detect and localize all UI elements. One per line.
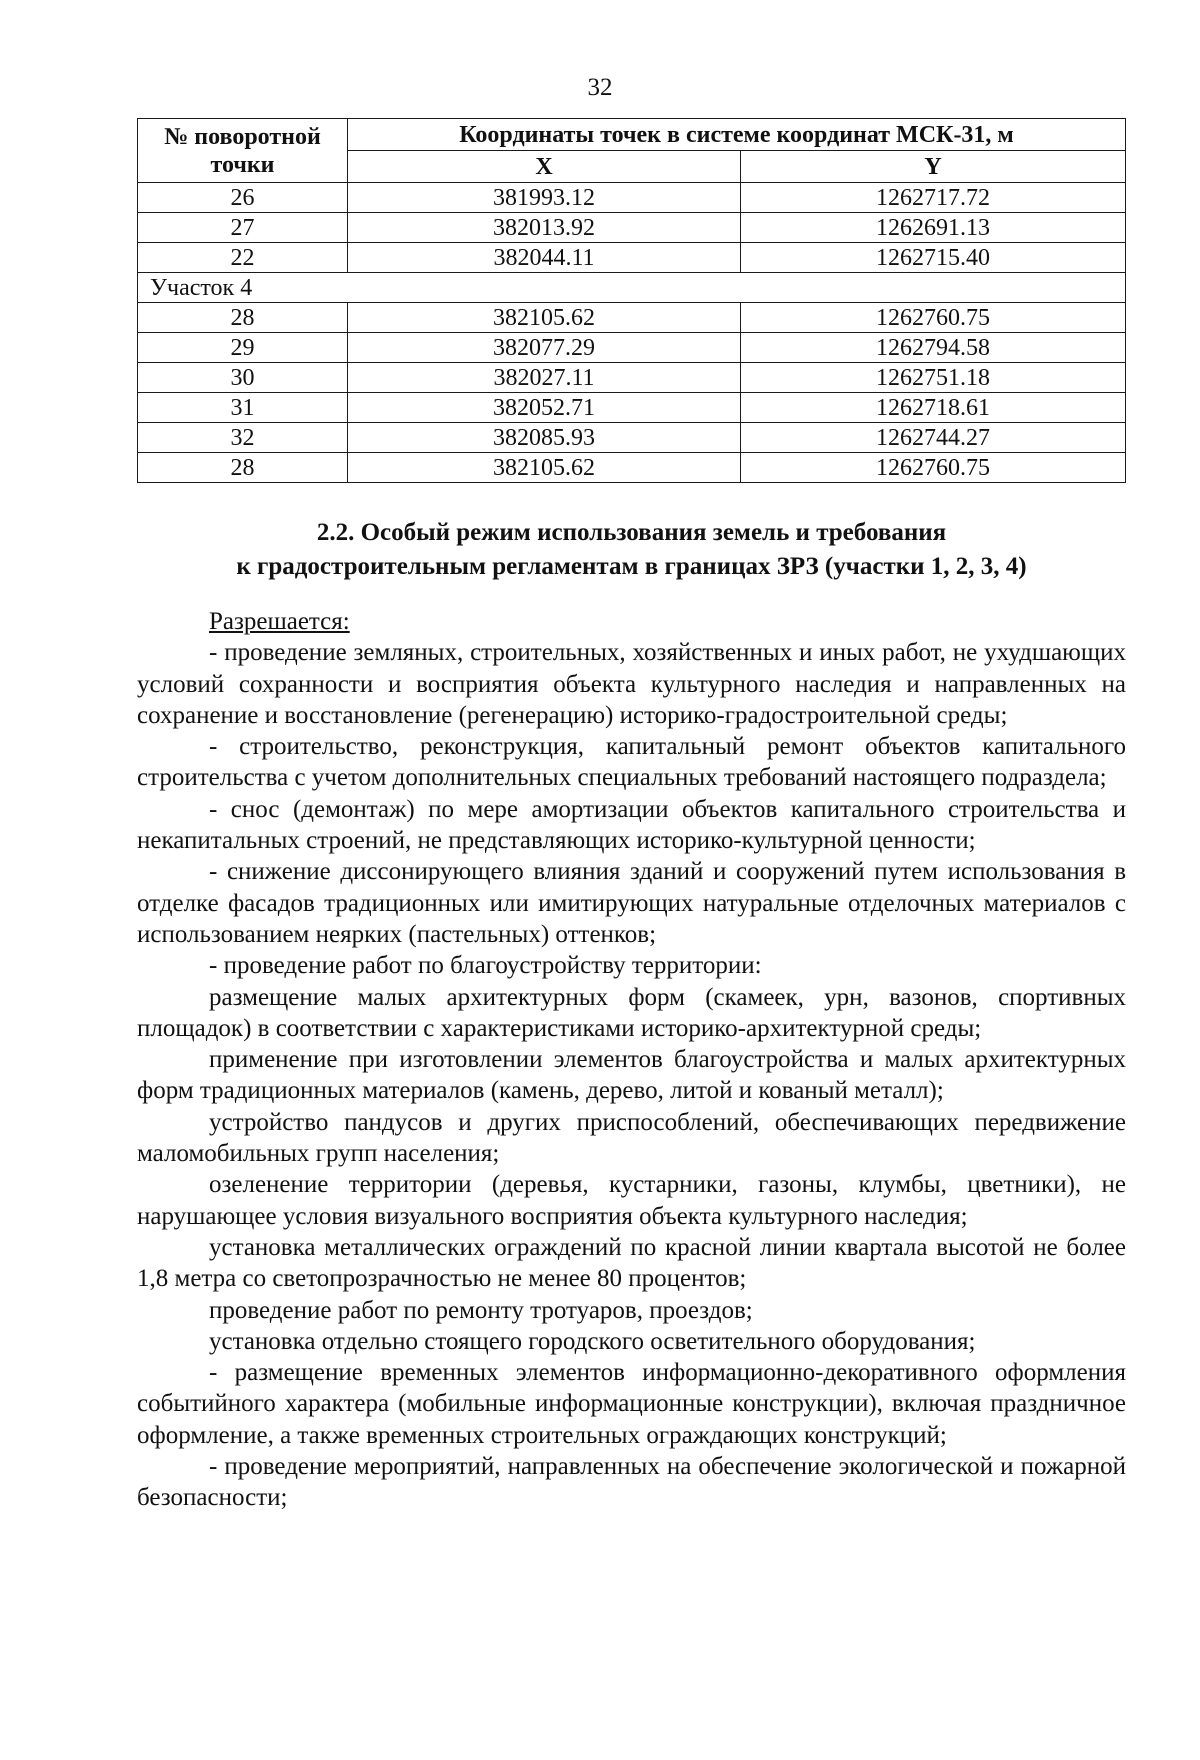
coordinates-table [137,118,1126,483]
header-y: Y [741,151,1126,183]
cell-point-number: 31 [138,393,348,423]
body-paragraph: установка металлических ограждений по красной линии квартала высотой не более 1,8 метра со светопрозрачностью не менее 80 процентов; [137,1233,1126,1293]
permit-label: Разрешается: [209,608,350,635]
cell-y: 1262794.58 [741,333,1126,363]
cell-point-number: 27 [138,213,348,243]
page-number: 32 [587,74,613,101]
section-label: Участок 4 [138,273,1126,303]
paragraph-list [137,637,1126,1513]
section-heading [137,516,1126,584]
body-paragraph: применение при изготовлении элементов благоустройства и малых архитектурных форм традиционных материалов (камень, дерево, литой и кованый металл); [137,1046,1126,1105]
table-row [138,453,1126,483]
cell-x: 382085.93 [348,423,741,453]
body-paragraph: озеленение территории (деревья, кустарники, газоны, клумбы, цветники), не нарушающее условия визуального восприятия объекта культурного наследия; [137,1171,1126,1230]
body-text [137,606,1126,1514]
body-paragraph: - проведение мероприятий, направленных на обеспечение экологической и пожарной безопасности; [137,1453,1126,1512]
cell-x: 382052.71 [348,393,741,423]
body-paragraph: установка отдельно стоящего городского осветительного оборудования; [209,1327,976,1355]
cell-x: 382044.11 [348,243,741,273]
cell-y: 1262751.18 [741,363,1126,393]
body-paragraph: - снос (демонтаж) по мере амортизации объектов капитального строительства и некапитальных строений, не представляющих историко-культурной ценности; [137,795,1126,855]
table-row [138,243,1126,273]
cell-y: 1262715.40 [741,243,1126,273]
cell-y: 1262691.13 [741,213,1126,243]
cell-x: 381993.12 [348,183,741,213]
heading-line-1: 2.2. Особый режим использования земель и требования [316,519,947,546]
cell-x: 382077.29 [348,333,741,363]
cell-point-number: 28 [138,303,348,333]
body-paragraph: - проведение работ по благоустройству территории: [209,952,762,980]
table-row [138,423,1126,453]
body-paragraph: - проведение земляных, строительных, хозяйственных и иных работ, не ухудшающих условий сохранности и восприятия объекта культурного наследия и направленных на сохранение и восстановление (регенерацию) историко-градостроительной среды; [137,639,1126,729]
body-paragraph: проведение работ по ремонту тротуаров, проездов; [209,1296,753,1324]
header-point-number: № поворотной точки [138,119,348,183]
cell-y: 1262717.72 [741,183,1126,213]
table-section-row [138,273,1126,303]
body-paragraph: - строительство, реконструкция, капитальный ремонт объектов капитального строительства с учетом дополнительных специальных требований настоящего подраздела; [137,733,1126,792]
cell-y: 1262718.61 [741,393,1126,423]
table-row [138,363,1126,393]
cell-point-number: 32 [138,423,348,453]
table-row [138,183,1126,213]
cell-x: 382105.62 [348,303,741,333]
cell-point-number: 26 [138,183,348,213]
cell-point-number: 29 [138,333,348,363]
table-row [138,333,1126,363]
cell-y: 1262744.27 [741,423,1126,453]
table-row [138,213,1126,243]
cell-y: 1262760.75 [741,453,1126,483]
table-row [138,303,1126,333]
cell-point-number: 30 [138,363,348,393]
body-paragraph: устройство пандусов и других приспособлений, обеспечивающих передвижение маломобильных групп населения; [137,1108,1126,1168]
header-x: X [348,151,741,183]
cell-y: 1262760.75 [741,303,1126,333]
cell-x: 382105.62 [348,453,741,483]
cell-x: 382027.11 [348,363,741,393]
body-paragraph: размещение малых архитектурных форм (скамеек, урн, вазонов, спортивных площадок) в соответствии с характеристиками историко-архитектурной среды; [137,983,1126,1042]
body-paragraph: - снижение диссонирующего влияния зданий и сооружений путем использования в отделке фасадов традиционных или имитирующих натуральные отделочных материалов с использованием неярких (пастельных) оттенков; [137,858,1126,948]
heading-line-2: к градостроительным регламентам в границах ЗРЗ (участки 1, 2, 3, 4) [236,553,1027,580]
body-paragraph: - размещение временных элементов информационно-декоративного оформления событийного характера (мобильные информационные конструкции), включая праздничное оформление, а также временных строительных ограждающих конструкций; [137,1359,1126,1449]
cell-point-number: 22 [138,243,348,273]
cell-point-number: 28 [138,453,348,483]
header-coordinates: Координаты точек в системе координат МСК-31, м [348,119,1126,151]
cell-x: 382013.92 [348,213,741,243]
table-row [138,393,1126,423]
